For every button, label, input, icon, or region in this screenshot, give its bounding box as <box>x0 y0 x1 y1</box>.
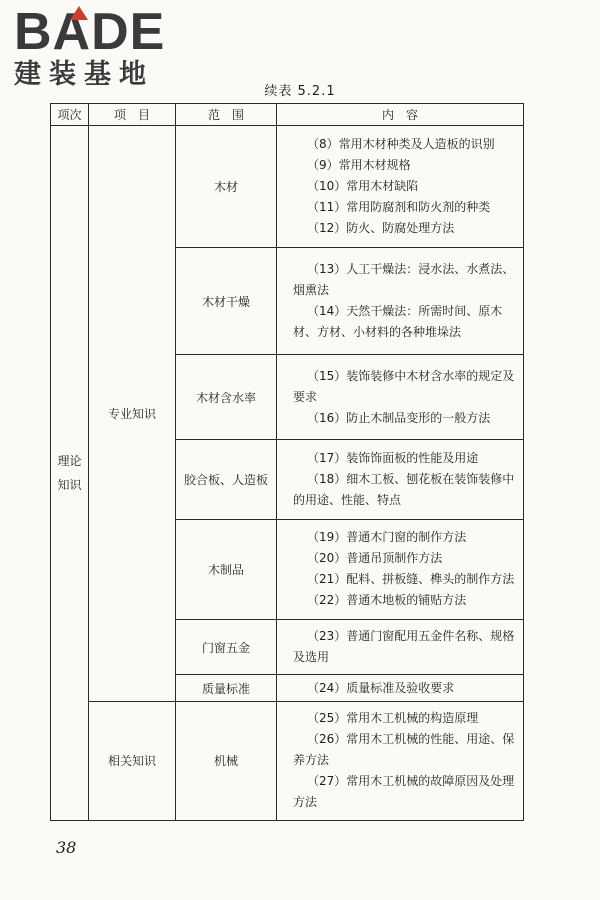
content-line: （9）常用木材规格 <box>307 158 411 173</box>
content-line: （15）装饰装修中木材含水率的规定及 <box>307 368 515 383</box>
content-line: （26）常用木工机械的性能、用途、保 <box>307 732 515 747</box>
content-cell <box>277 619 524 675</box>
range-cell: 木材干燥 <box>176 248 277 355</box>
content-line: 的用途、性能、特点 <box>293 493 402 508</box>
content-line: （22）普通木地板的铺贴方法 <box>307 593 467 608</box>
content-line: （19）普通木门窗的制作方法 <box>307 530 467 545</box>
content-line: 烟熏法 <box>293 283 330 298</box>
content-line: （25）常用木工机械的构造原理 <box>307 711 479 726</box>
content-line: （10）常用木材缺陷 <box>307 179 419 194</box>
category-cell: 理论 知识 <box>51 126 89 821</box>
content-line: 方法 <box>293 795 318 810</box>
range-cell: 胶合板、人造板 <box>176 440 277 520</box>
content-cell <box>277 519 524 619</box>
content-cell <box>277 675 524 701</box>
content-line: （23）普通门窗配用五金件名称、规格 <box>307 629 515 644</box>
content-line: （8）常用木材种类及人造板的识别 <box>307 137 495 152</box>
content-line: （24）质量标准及验收要求 <box>307 680 455 695</box>
header-range: 范 围 <box>176 104 277 126</box>
content-line: 养方法 <box>293 753 330 768</box>
logo-wordmark: BADE <box>14 3 166 61</box>
page-number: 38 <box>56 838 77 857</box>
header-item-no: 项次 <box>51 104 89 126</box>
content-line: （13）人工干燥法：浸水法、水煮法、 <box>307 262 515 277</box>
range-cell: 门窗五金 <box>176 619 277 675</box>
table-header-row <box>51 104 524 126</box>
range-cell: 木材 <box>176 126 277 248</box>
content-cell <box>277 126 524 248</box>
content-line: （27）常用木工机械的故障原因及处理 <box>307 774 515 789</box>
range-cell: 机械 <box>176 701 277 820</box>
content-line: （11）常用防腐剂和防火剂的种类 <box>307 200 491 215</box>
table-row <box>51 126 524 248</box>
header-item: 项 目 <box>89 104 176 126</box>
range-cell: 质量标准 <box>176 675 277 701</box>
group-cell-professional: 专业知识 <box>89 126 176 702</box>
range-cell: 木材含水率 <box>176 355 277 440</box>
content-line: （12）防火、防腐处理方法 <box>307 221 455 236</box>
content-cell <box>277 355 524 440</box>
content-line: 要求 <box>293 389 318 404</box>
content-line: （16）防止木制品变形的一般方法 <box>307 410 491 425</box>
content-line: 及选用 <box>293 650 330 665</box>
content-cell <box>277 701 524 820</box>
logo-chinese: 建装基地 <box>14 59 154 90</box>
content-line: （18）细木工板、刨花板在装饰装修中 <box>307 472 515 487</box>
group-cell-related: 相关知识 <box>89 701 176 820</box>
content-line: 材、方材、小材料的各种堆垛法 <box>293 325 462 340</box>
content-line: （17）装饰饰面板的性能及用途 <box>307 451 479 466</box>
content-cell <box>277 440 524 520</box>
table-caption: 续表 5.2.1 <box>264 84 336 99</box>
table-row <box>51 701 524 820</box>
content-cell <box>277 248 524 355</box>
logo <box>14 3 184 90</box>
logo-triangle-icon <box>70 6 88 20</box>
content-line: （14）天然干燥法：所需时间、原木 <box>307 304 503 319</box>
header-content: 内 容 <box>277 104 524 126</box>
range-cell: 木制品 <box>176 519 277 619</box>
content-line: （21）配料、拼板缝、榫头的制作方法 <box>307 572 515 587</box>
content-line: （20）普通吊顶制作方法 <box>307 551 443 566</box>
standards-table <box>50 103 524 821</box>
